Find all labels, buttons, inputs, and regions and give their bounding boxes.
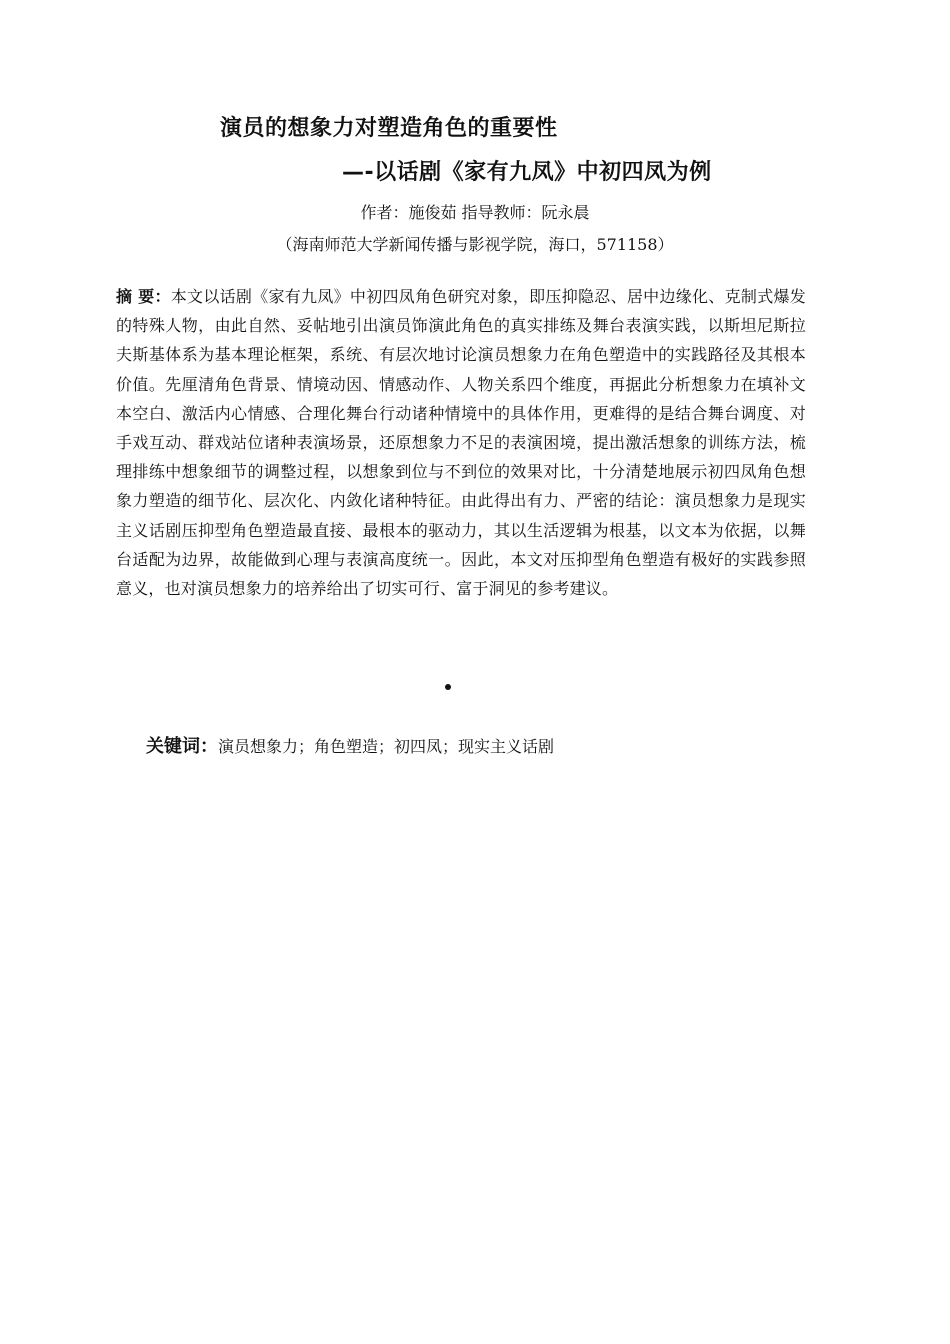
keywords-label: 关键词： [146,736,218,757]
paper-title: 演员的想象力对塑造角色的重要性 [220,116,558,141]
paper-subtitle: —-以话剧《家有九凤》中初四凤为例 [342,160,712,185]
abstract-label: 摘 要： [116,287,171,306]
keywords-text: 演员想象力；角色塑造；初四凤；现实主义话剧 [218,737,555,756]
bullet-dot [445,684,451,690]
abstract-text: 本文以话剧《家有九凤》中初四凤角色研究对象，即压抑隐忍、居中边缘化、克制式爆发的特殊人物，由此自然、妥帖地引出演员饰演此角色的真实排练及舞台表演实践，以斯坦尼斯拉夫斯基体系为基本理论框架，系统、有层次地讨论演员想象力在角色塑造中的实践路径及其根本价值。先厘清角色背景、情境动因、情感动作、人物关系四个维度，再据此分析想象力在填补文本空白、激活内心情感、合理化舞台行动诸种情境中的具体作用，更难得的是结合舞台调度、对手戏互动、群戏站位诸种表演场景，还原想象力不足的表演困境，提出激活想象的训练方法，梳理排练中想象细节的调整过程，以想象到位与不到位的效果对比，十分清楚地展示初四凤角色想象力塑造的细节化、层次化、内敛化诸种特征。由此得出有力、严密的结论：演员想象力是现实主义话剧压抑型角色塑造最直接、最根本的驱动力，其以生活逻辑为根基，以文本为依据，以舞台适配为边界，故能做到心理与表演高度统一。因此，本文对压抑型角色塑造有极好的实践参照意义，也对演员想象力的培养给出了切实可行、富于洞见的参考建议。 [116,287,806,599]
author-line: 作者：施俊茹 指导教师：阮永晨 [360,203,590,222]
affiliation-line: （海南师范大学新闻传播与影视学院，海口，571158） [276,235,674,254]
keywords-line [146,734,554,760]
abstract-paragraph [116,282,806,603]
